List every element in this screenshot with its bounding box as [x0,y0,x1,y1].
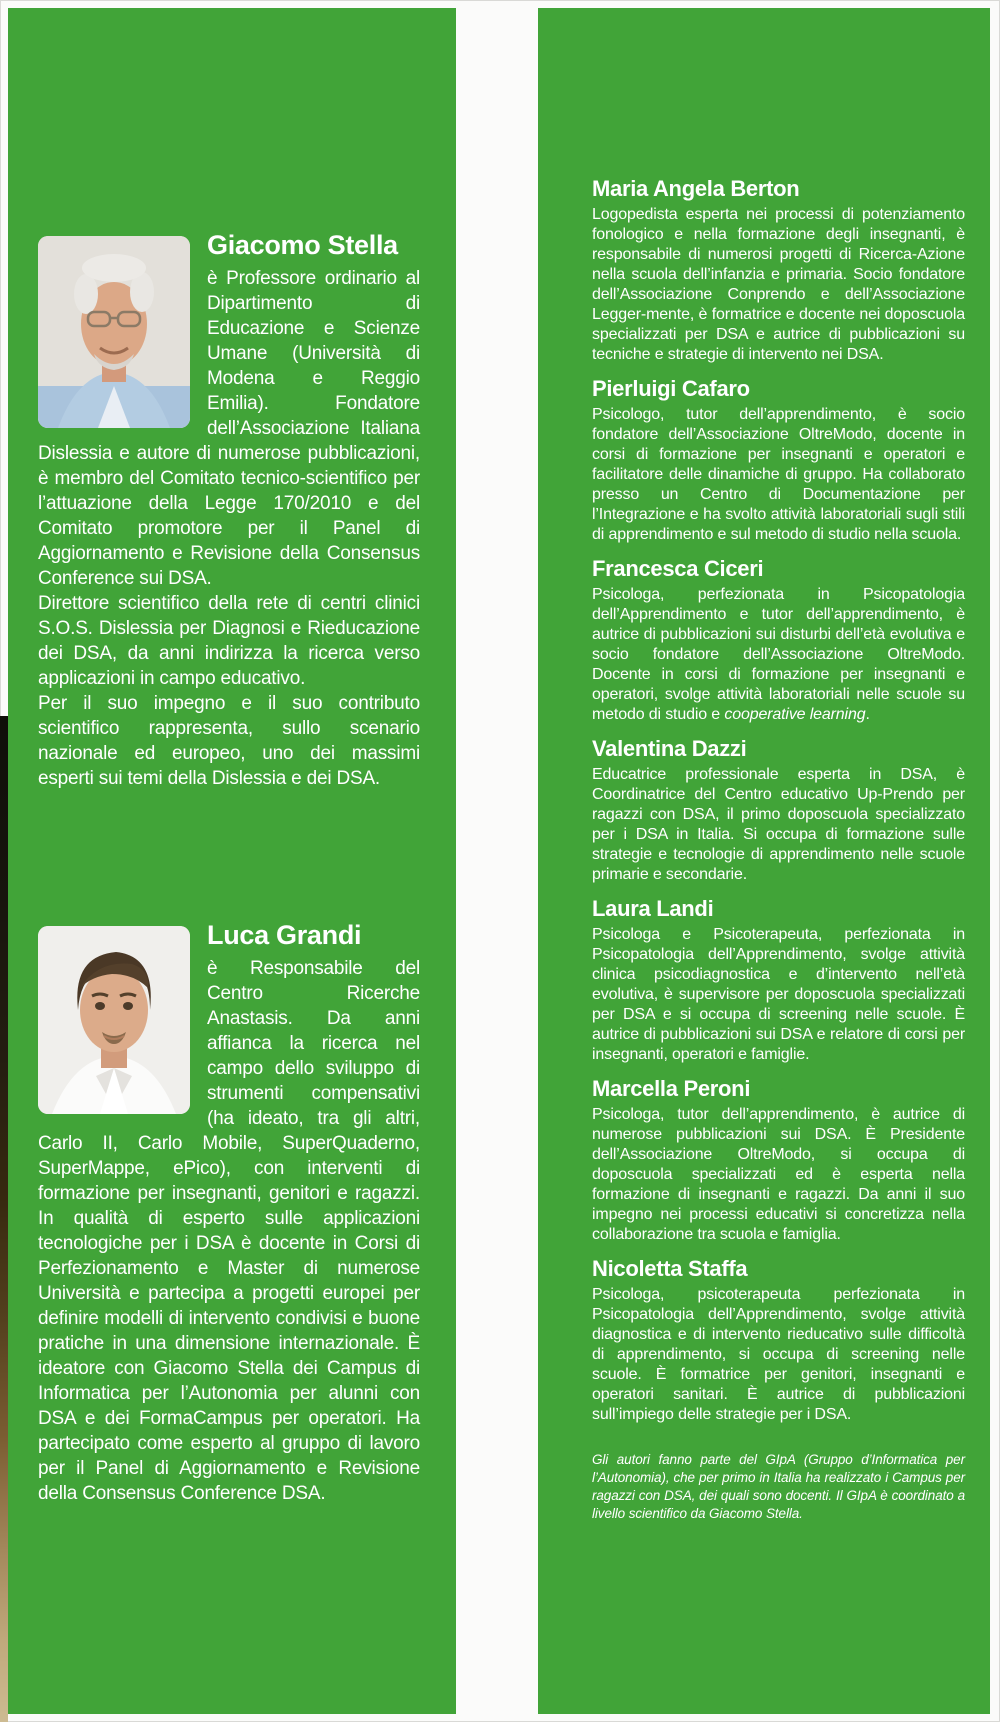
portrait-luca-grandi [38,926,190,1114]
bio-paragraph: Direttore scientifico della rete di centri clinici S.O.S. Dislessia per Diagnosi e Rieducazione dei DSA, da anni indirizza la ricerca verso applicazioni in campo educativo. [38,593,420,689]
bio-text-suffix: . [865,706,870,723]
author-section-maria-angela-berton [592,176,965,365]
author-section-pierluigi-cafaro [592,376,965,545]
author-section-giacomo-stella [38,230,420,791]
author-name-francesca-ciceri: Francesca Ciceri [592,556,764,581]
bio-paragraph: è Responsabile del Centro Ricerche Anastasis. Da anni affianca la ricerca nel campo dello sviluppo di strumenti compensativi (ha ideato, tra gli altri, Carlo II, Carlo Mobile, SuperQuaderno, SuperMappe, ePico), con interventi di formazione per insegnanti, genitori e ragazzi. In qualità di esperto sulle applicazioni tecnologiche per i DSA è docente in Corsi di Perfezionamento e Master di numerose Università e partecipa a progetti europei per definire modelli di intervento condivisi e buone pratiche in una dimensione internazionale. È ideatore con Giacomo Stella dei Campus di Informatica per l’Autonomia per alunni con DSA e dei FormaCampus per operatori. Ha partecipato come esperto al gruppo di lavoro per il Panel di Aggiornamento e Revisione della Consensus Conference DSA. [38,958,420,1504]
bio-text: Psicologa, tutor dell’apprendimento, è autrice di numerose pubblicazioni sui DSA. È Presidente dell’Associazione OltreModo, si occupa di doposcuola specializzati ed è esperta nella formazione di insegnanti e ragazzi. Da anni il suo impegno nei processi educativi si concretizza nella collaborazione tra scuola e famiglia. [592,1106,965,1243]
author-name-maria-angela-berton: Maria Angela Berton [592,176,800,201]
bio-text: Psicologa, psicoterapeuta perfezionata in Psicopatologia dell’Apprendimento, svolge attività diagnostica e di intervento rieducativo sulle difficoltà di apprendimento, si occupa di screening nelle scuole. È formatrice per genitori, insegnanti e operatori sanitari. È autrice di pubblicazioni sull’impiego delle strategie per i DSA. [592,1286,965,1423]
author-section-laura-landi [592,896,965,1065]
bio-text-main: Psicologa, perfezionata in Psicopatologia dell’Apprendimento e tutor dell’apprendimento, è autrice di pubblicazioni sui disturbi dell’età evolutiva e socio fondatore dell’Associazione OltreModo. Docente in corsi di formazione per insegnanti e operatori, svolge attività laboratoriali nelle scuole su metodo di studio e [592,586,965,723]
author-name-valentina-dazzi: Valentina Dazzi [592,736,747,761]
bio-text: Logopedista esperta nei processi di potenziamento fonologico e nella formazione degli insegnanti, è responsabile di numerosi progetti di Ricerca-Azione nella scuola dell’infanzia e primaria. Socio fondatore dell’Associazione Conprendo e dell’Associazione Legger-mente, è formatrice e docente nei doposcuola specializzati per DSA e autrice di pubblicazioni su tecniche e strategie di intervento nei DSA. [592,206,965,363]
author-name-luca-grandi: Luca Grandi [207,920,362,950]
portrait-giacomo-stella [38,236,190,428]
left-flap-panel [8,8,456,1714]
author-name-laura-landi: Laura Landi [592,896,714,921]
author-name-giacomo-stella: Giacomo Stella [207,230,398,260]
bio-text: Educatrice professionale esperta in DSA, è Coordinatrice del Centro educativo Up-Prendo per ragazzi con DSA, il primo doposcuola specializzato per i DSA in Italia. Si occupa di formazione sulle strategie e tecnologie di apprendimento nelle scuole primarie e secondarie. [592,766,965,883]
right-flap-panel [538,8,990,1714]
bio-text: Psicologa e Psicoterapeuta, perfezionata in Psicopatologia dell’Apprendimento, svolge attività clinica psicodiagnostica e d’intervento nell’età evolutiva, è supervisore per doposcuola specializzati per DSA e si occupa di screening nelle scuole. È autrice di pubblicazioni sui DSA e relatore di corsi per insegnanti, operatori e famiglie. [592,926,965,1063]
author-name-pierluigi-cafaro: Pierluigi Cafaro [592,376,750,401]
author-photo-luca-grandi [38,926,190,1114]
bio-text: Psicologo, tutor dell’apprendimento, è socio fondatore dell’Associazione OltreModo, docente in corsi di formazione per insegnanti e operatori e facilitatore delle dinamiche di gruppo. Ha collaborato presso un Centro di Documentazione per l’Integrazione e ha svolto attività laboratoriali sugli stili di apprendimento e sul metodo di studio nella scuola. [592,406,965,543]
author-section-nicoletta-staffa [592,1256,965,1425]
author-section-francesca-ciceri [592,556,965,725]
bio-paragraph: è Professore ordinario al Dipartimento di Educazione e Scienze Umane (Università di Modena e Reggio Emilia). Fondatore dell’Associazione Italiana Dislessia e autore di numerose pubblicazioni, è membro del Comitato tecnico-scientifico per l’attuazione della Legge 170/2010 e del Comitato promotore per il Panel di Aggiornamento e Revisione della Consensus Conference sui DSA. [38,268,420,589]
author-section-marcella-peroni [592,1076,965,1245]
gipa-footnote: Gli autori fanno parte del GIpA (Gruppo d’Informatica per l’Autonomia), che per primo in Italia ha realizzato i Campus per ragazzi con DSA, dei quali sono docenti. Il GIpA è coordinato a livello scientifico da Giacomo Stella. [592,1452,965,1521]
author-section-valentina-dazzi [592,736,965,885]
author-photo-giacomo-stella [38,236,190,428]
bio-text [592,585,965,725]
author-name-nicoletta-staffa: Nicoletta Staffa [592,1256,748,1281]
bio-paragraph: Per il suo impegno e il suo contributo scientifico rappresenta, sullo scenario nazionale ed europeo, uno dei massimi esperti sui temi della Dislessia e dei DSA. [38,693,420,789]
bio-text-italic: cooperative learning [724,706,866,723]
cover-photo-edge [0,716,8,1722]
author-name-marcella-peroni: Marcella Peroni [592,1076,751,1101]
author-section-luca-grandi [38,920,420,1506]
